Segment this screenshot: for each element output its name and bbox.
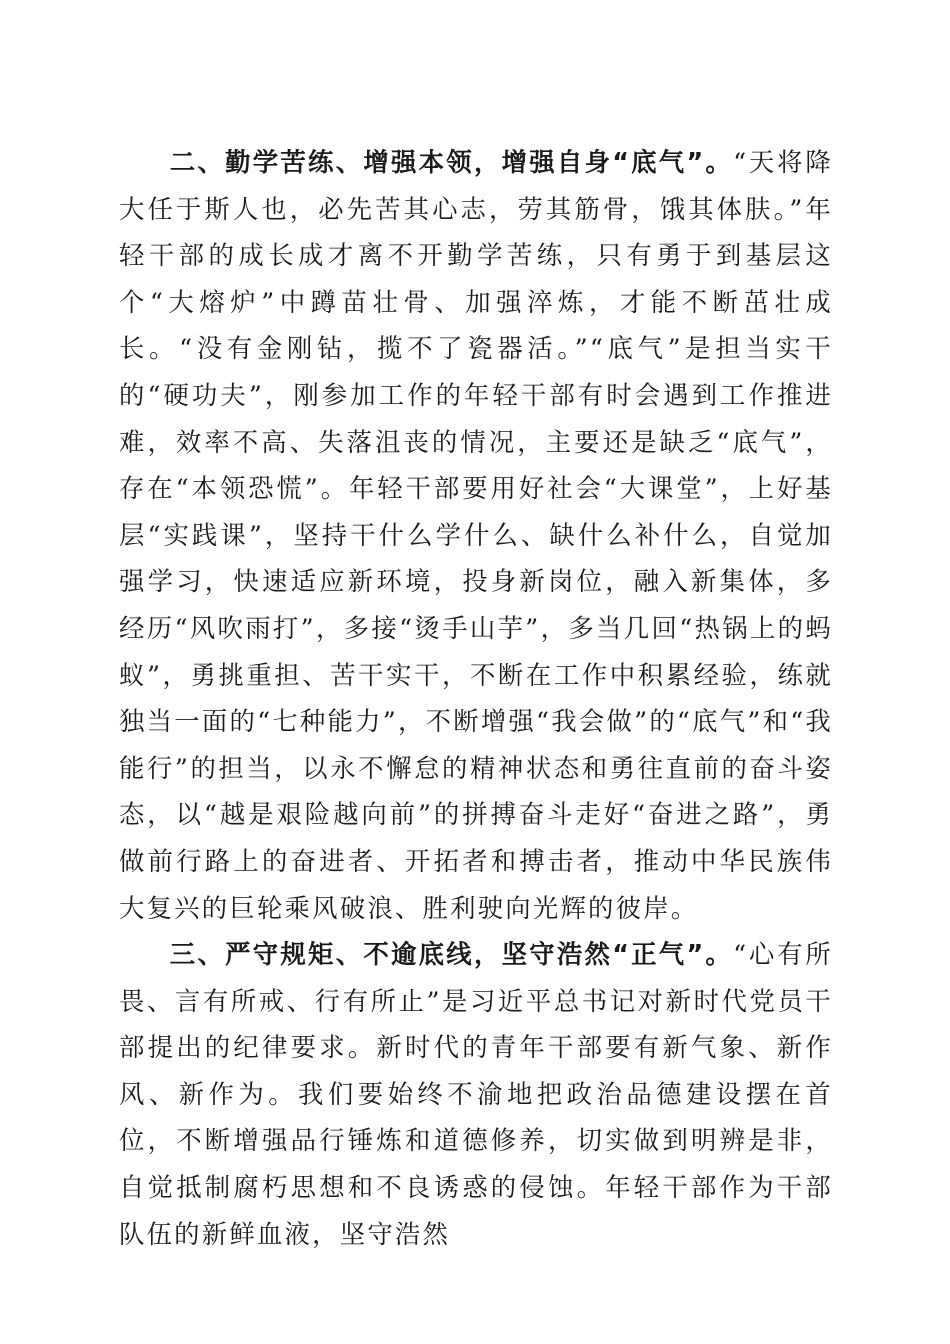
paragraph-three-heading: 三、严守规矩、不逾底线，坚守浩然“正气”。 [169,939,734,970]
paragraph-two-heading: 二、勤学苦练、增强本领，增强自身“底气”。 [169,147,734,177]
paragraph-three [119,931,833,1257]
paragraph-two [119,139,833,931]
paragraph-two-text: “天将降大任于斯人也，必先苦其心志，劳其筋骨，饿其体肤。”年轻干部的成长成才离不开勤学苦练，只有勇于到基层这个“大熔炉”中蹲苗壮骨、加强淬炼，才能不断茁壮成长。“没有金刚钻，揽不了瓷器活。”“底气”是担当实干的“硬功夫”，刚参加工作的年轻干部有时会遇到工作推进难，效率不高、失落沮丧的情况，主要还是缺乏“底气”，存在“本领恐慌”。年轻干部要用好社会“大课堂”，上好基层“实践课”，坚持干什么学什么、缺什么补什么，自觉加强学习，快速适应新环境，投身新岗位，融入新集体，多经历“风吹雨打”，多接“烫手山芋”，多当几回“热锅上的蚂蚁”，勇挑重担、苦干实干，不断在工作中积累经验，练就独当一面的“七种能力”，不断增强“我会做”的“底气”和“我能行”的担当，以永不懈怠的精神状态和勇往直前的奋斗姿态，以“越是艰险越向前”的拼搏奋斗走好“奋进之路”，勇做前行路上的奋进者、开拓者和搏击者，推动中华民族伟大复兴的巨轮乘风破浪、胜利驶向光辉的彼岸。 [119,147,833,923]
document-body [119,139,833,1257]
paragraph-three-text: “心有所畏、言有所戒、行有所止”是习近平总书记对新时代党员干部提出的纪律要求。新时代的青年干部要有新气象、新作风、新作为。我们要始终不渝地把政治品德建设摆在首位，不断增强品行锤炼和道德修养，切实做到明辨是非，自觉抵制腐朽思想和不良诱惑的侵蚀。年轻干部作为干部队伍的新鲜血液，坚守浩然 [119,939,833,1249]
